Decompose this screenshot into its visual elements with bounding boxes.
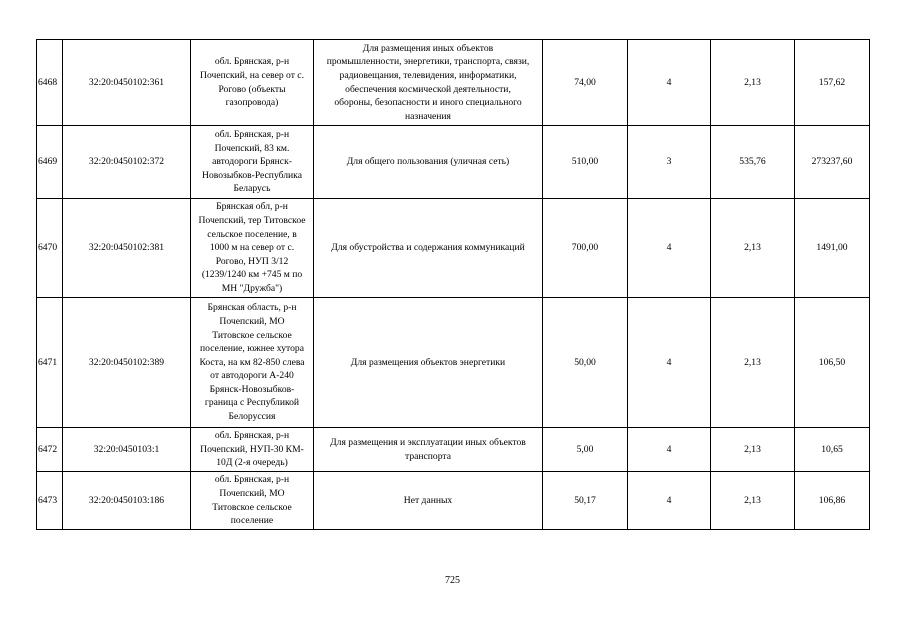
area-cell: 50,00 <box>543 298 628 428</box>
address-cell <box>191 472 314 530</box>
group-cell: 4 <box>628 472 711 530</box>
address-line: обл. Брянская, р-н <box>214 430 290 442</box>
land-plots-table <box>36 39 870 530</box>
rate-cell: 2,13 <box>711 472 795 530</box>
address-line: обл. Брянская, р-н <box>214 474 290 486</box>
table-body <box>37 40 870 530</box>
cadastral-number-cell: 32:20:0450102:361 <box>63 40 191 126</box>
row-number-cell: 6470 <box>37 199 63 298</box>
address-line: обл. Брянская, р-н <box>214 56 290 68</box>
address-line: Беларусь <box>233 183 271 195</box>
address-line: Почепский, на север от с. <box>200 69 304 81</box>
address-line: Почепский, МО <box>219 315 285 327</box>
address-line: МН "Дружба") <box>221 282 283 294</box>
address-line: сельское поселение, в <box>207 228 297 240</box>
purpose-line: Для размещения иных объектов <box>362 42 494 54</box>
purpose-line: Для размещения объектов энергетики <box>350 356 506 368</box>
address-line: Почепский, НУП-30 КМ- <box>200 443 304 455</box>
group-cell: 4 <box>628 40 711 126</box>
area-cell: 510,00 <box>543 126 628 199</box>
address-cell <box>191 126 314 199</box>
table-row <box>37 428 870 472</box>
group-cell: 4 <box>628 298 711 428</box>
group-cell: 3 <box>628 126 711 199</box>
table-row <box>37 126 870 199</box>
address-line: граница с Республикой <box>204 397 300 409</box>
address-line: Рогово (объекты <box>218 83 286 95</box>
address-line: Почепский, 83 км. <box>214 142 290 154</box>
purpose-line: промышленности, энергетики, транспорта, связи, <box>326 56 530 68</box>
address-line: Рогово, НУП 3/12 <box>215 255 289 267</box>
row-number-cell: 6469 <box>37 126 63 199</box>
purpose-line: Для обустройства и содержания коммуникаций <box>331 242 525 254</box>
address-line: от автодороги А-240 <box>210 370 294 382</box>
purpose-line: Нет данных <box>403 494 453 506</box>
area-cell: 50,17 <box>543 472 628 530</box>
address-line: поселение, южнее хутора <box>200 343 304 355</box>
rate-cell: 2,13 <box>711 298 795 428</box>
group-cell: 4 <box>628 199 711 298</box>
table-row <box>37 298 870 428</box>
purpose-line: обеспечения космической деятельности, <box>345 83 511 95</box>
row-number-cell: 6468 <box>37 40 63 126</box>
row-number-cell: 6473 <box>37 472 63 530</box>
sum-cell: 273237,60 <box>795 126 870 199</box>
address-line: (1239/1240 км +745 м по <box>201 269 303 281</box>
area-cell: 700,00 <box>543 199 628 298</box>
purpose-cell <box>314 199 543 298</box>
address-cell <box>191 40 314 126</box>
row-number-cell: 6471 <box>37 298 63 428</box>
sum-cell: 157,62 <box>795 40 870 126</box>
purpose-line: радиовещания, телевидения, информатики, <box>339 69 517 81</box>
cadastral-number-cell: 32:20:0450102:372 <box>63 126 191 199</box>
table-row <box>37 199 870 298</box>
purpose-line: Для размещения и эксплуатации иных объектов <box>330 436 526 448</box>
purpose-line: назначения <box>405 110 451 122</box>
address-cell <box>191 298 314 428</box>
address-line: Почепский, МО <box>219 487 285 499</box>
purpose-cell <box>314 472 543 530</box>
purpose-line: Для общего пользования (уличная сеть) <box>346 156 510 168</box>
address-line: Брянская область, р-н <box>207 302 297 314</box>
address-line: Почепский, тер Титовское <box>198 215 306 227</box>
cadastral-number-cell: 32:20:0450102:389 <box>63 298 191 428</box>
address-line: Брянская обл, р-н <box>216 201 288 213</box>
address-line: автодороги Брянск- <box>212 156 292 168</box>
address-line: 1000 м на север от с. <box>209 242 295 254</box>
table-row <box>37 472 870 530</box>
address-line: поселение <box>230 515 274 527</box>
address-line: газопровода) <box>225 97 279 109</box>
sum-cell: 10,65 <box>795 428 870 472</box>
address-line: Коста, на км 82-850 слева <box>199 356 305 368</box>
area-cell: 5,00 <box>543 428 628 472</box>
page-number: 725 <box>445 575 460 586</box>
rate-cell: 2,13 <box>711 428 795 472</box>
purpose-cell <box>314 126 543 199</box>
rate-cell: 2,13 <box>711 199 795 298</box>
cadastral-number-cell: 32:20:0450103:1 <box>63 428 191 472</box>
address-line: Титовское сельское <box>212 501 292 513</box>
rate-cell: 2,13 <box>711 40 795 126</box>
rate-cell: 535,76 <box>711 126 795 199</box>
address-line: Новозыбков-Республика <box>202 169 302 181</box>
purpose-line: обороны, безопасности и иного специального <box>334 97 522 109</box>
address-cell <box>191 199 314 298</box>
address-line: Брянск-Новозыбков- <box>209 383 295 395</box>
sum-cell: 106,50 <box>795 298 870 428</box>
address-line: обл. Брянская, р-н <box>214 129 290 141</box>
purpose-cell <box>314 298 543 428</box>
purpose-cell <box>314 40 543 126</box>
sum-cell: 1491,00 <box>795 199 870 298</box>
cadastral-number-cell: 32:20:0450102:381 <box>63 199 191 298</box>
sum-cell: 106,86 <box>795 472 870 530</box>
row-number-cell: 6472 <box>37 428 63 472</box>
address-line: Белоруссия <box>228 411 276 423</box>
address-line: Титовское сельское <box>212 329 292 341</box>
area-cell: 74,00 <box>543 40 628 126</box>
address-cell <box>191 428 314 472</box>
group-cell: 4 <box>628 428 711 472</box>
purpose-cell <box>314 428 543 472</box>
address-line: 10Д (2-я очередь) <box>216 457 288 469</box>
purpose-line: транспорта <box>405 450 451 462</box>
cadastral-number-cell: 32:20:0450103:186 <box>63 472 191 530</box>
table-row <box>37 40 870 126</box>
